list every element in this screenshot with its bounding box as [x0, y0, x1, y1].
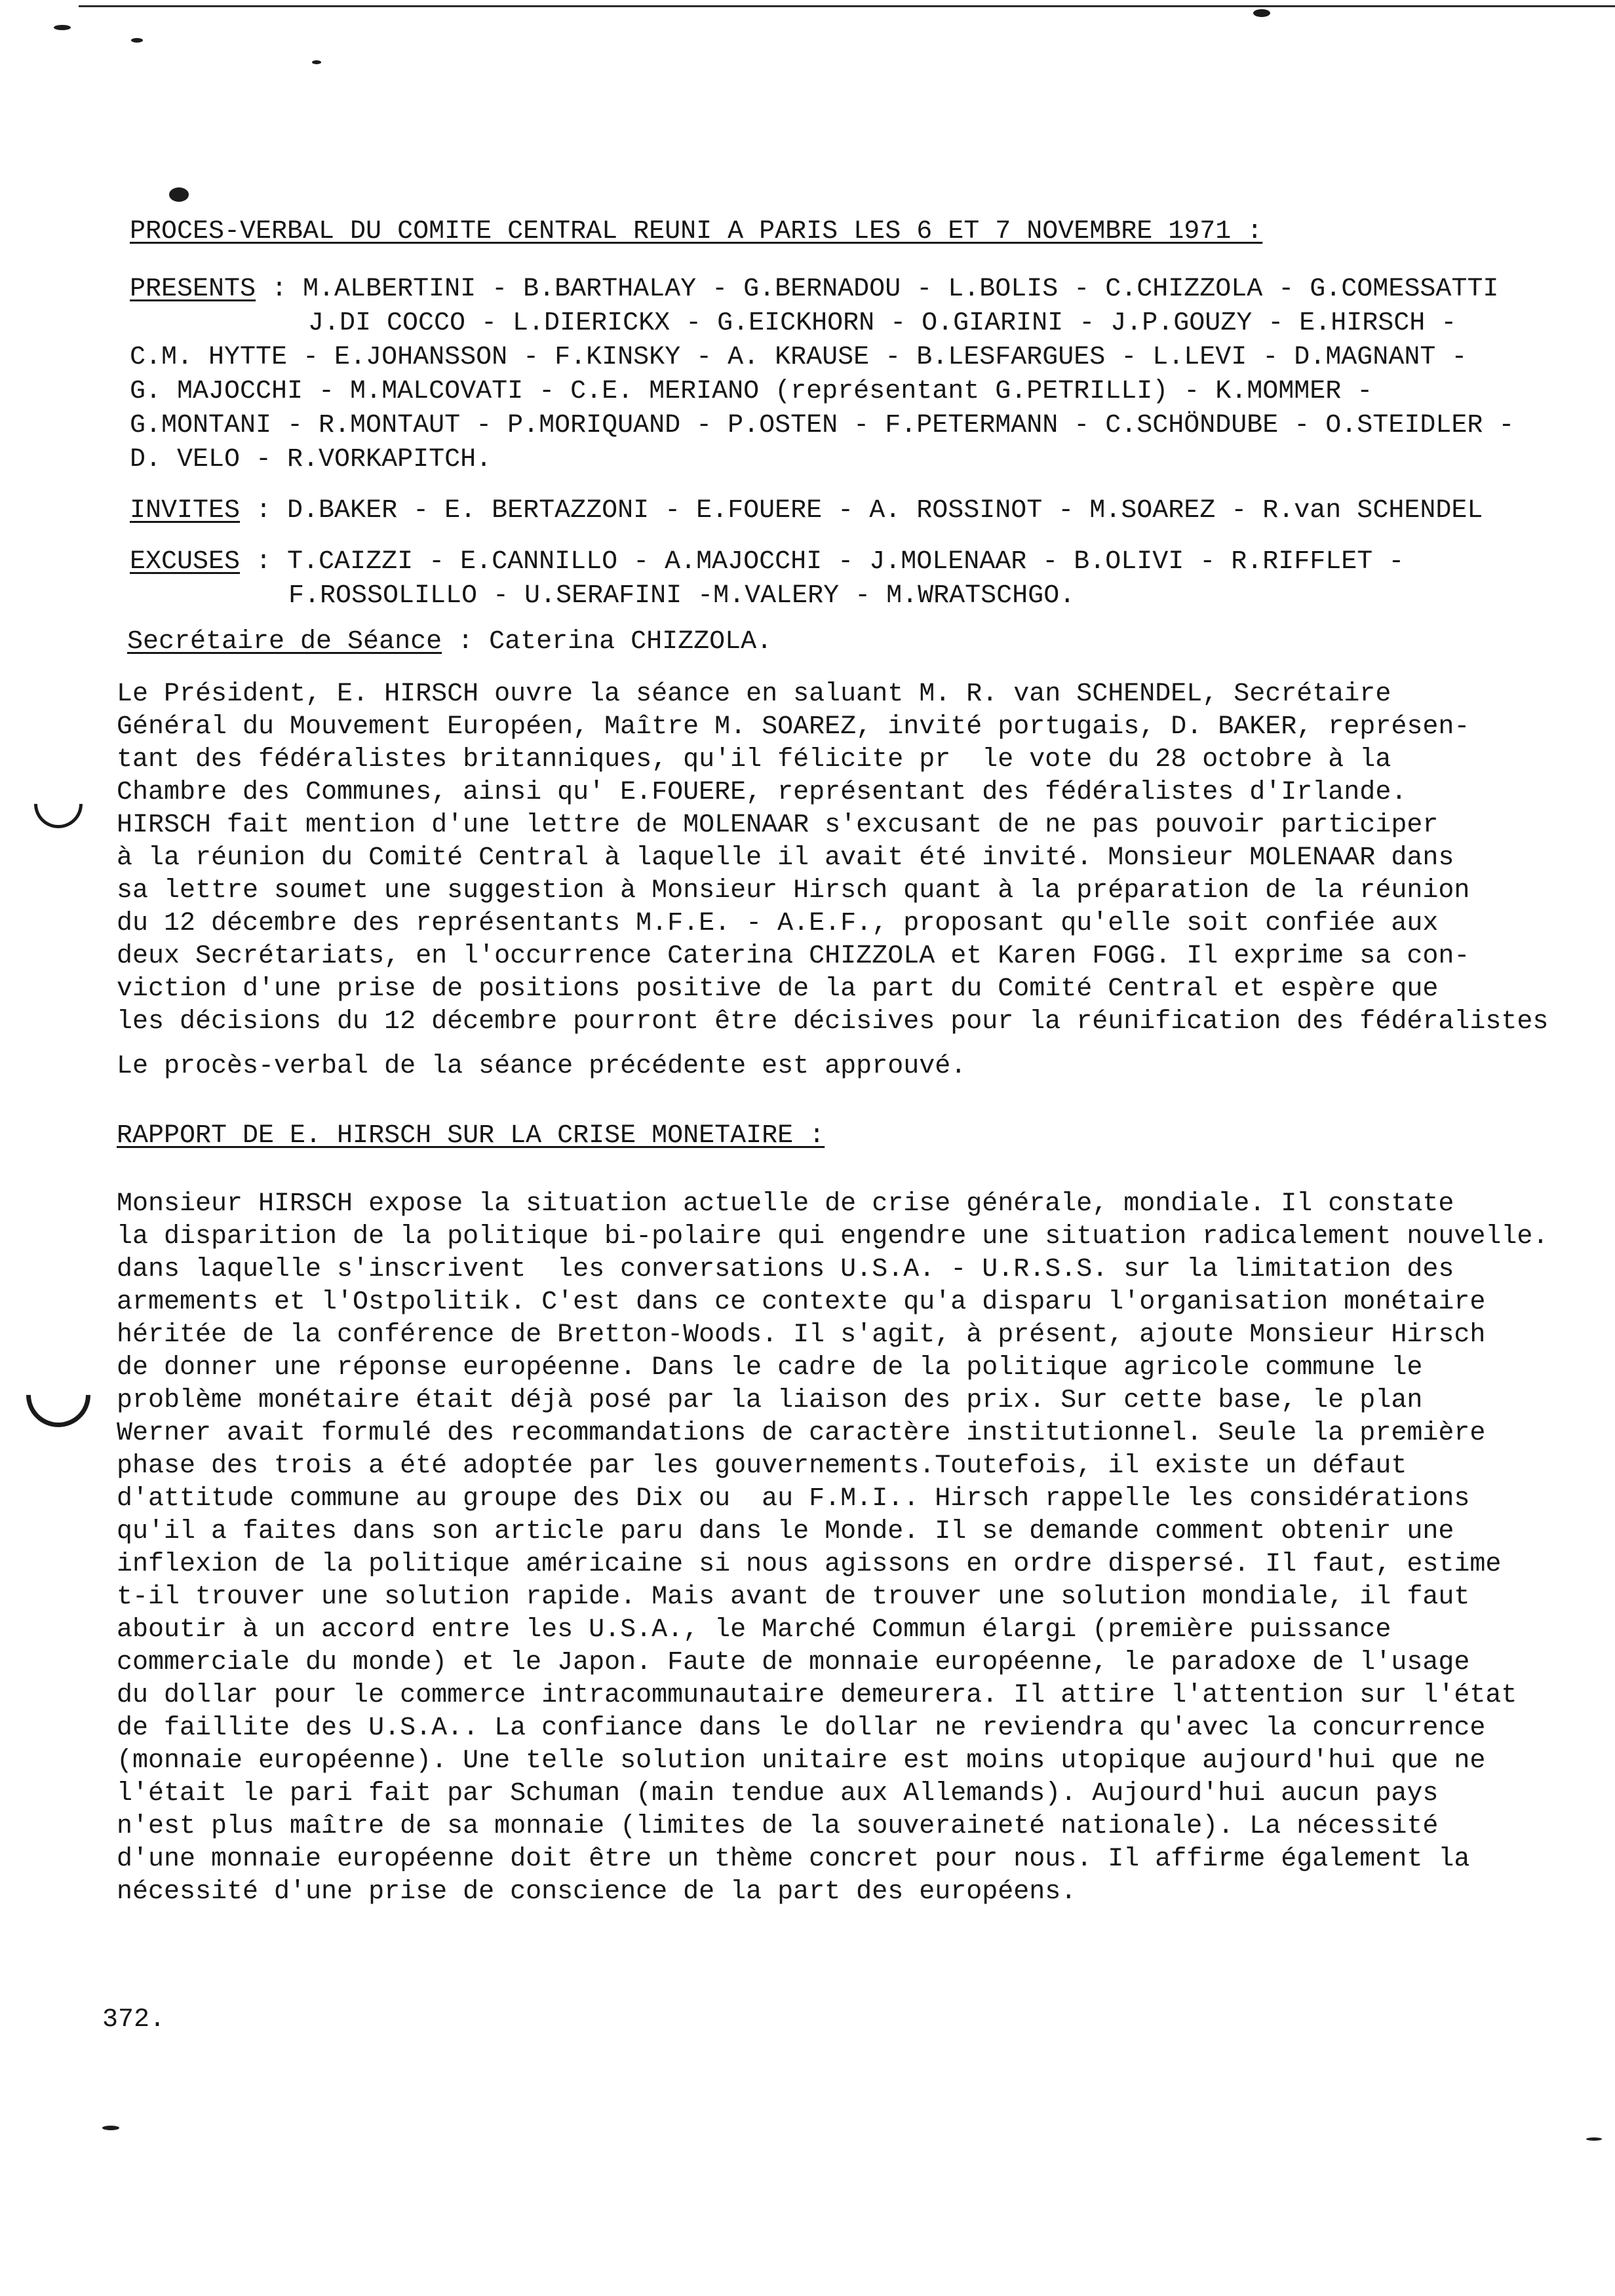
approval-line: Le procès-verbal de la séance précédente est approuvé. — [117, 1052, 967, 1081]
scan-speck — [169, 187, 189, 202]
presents-names: : M.ALBERTINI - B.BARTHALAY - G.BERNADOU - L.BOLIS - C.CHIZZOLA - G.COMESSATTI — [256, 275, 1499, 304]
scan-speck — [1586, 2137, 1602, 2141]
paragraph-line: problème monétaire était déjà posé par la liaison des prix. Sur cette base, le plan — [117, 1386, 1423, 1415]
paragraph-line: viction d'une prise de positions positive de la part du Comité Central et espère que — [117, 974, 1439, 1004]
scan-speck — [54, 25, 71, 30]
margin-bracket-mark — [24, 770, 93, 839]
paragraph-line: tant des fédéralistes britanniques, qu'il félicite pr le vote du 28 octobre à la — [117, 745, 1391, 775]
paragraph-line: deux Secrétariats, en l'occurrence Caterina CHIZZOLA et Karen FOGG. Il exprime sa con- — [117, 942, 1470, 971]
paragraph-line: nécessité d'une prise de conscience de la part des européens. — [117, 1877, 1077, 1907]
paragraph-line: du 12 décembre des représentants M.F.E. - A.E.F., proposant qu'elle soit confiée aux — [117, 909, 1439, 938]
paragraph-line: Werner avait formulé des recommandations de caractère institutionnel. Seule la première — [117, 1419, 1486, 1448]
presents-line: G. MAJOCCHI - M.MALCOVATI - C.E. MERIANO (représentant G.PETRILLI) - K.MOMMER - — [130, 377, 1373, 406]
page-number: 372. — [102, 2005, 166, 2035]
paragraph-line: HIRSCH fait mention d'une lettre de MOLENAAR s'excusant de ne pas pouvoir participer — [117, 811, 1439, 840]
scan-speck — [1253, 9, 1270, 17]
paragraph-line: d'attitude commune au groupe des Dix ou au F.M.I.. Hirsch rappelle les considérations — [117, 1484, 1470, 1514]
paragraph-line: l'était le pari fait par Schuman (main tendue aux Allemands). Aujourd'hui aucun pays — [117, 1779, 1439, 1808]
secretaire-value: : Caterina CHIZZOLA. — [442, 627, 773, 657]
presents-line — [130, 274, 1498, 305]
paragraph-line: t-il trouver une solution rapide. Mais avant de trouver une solution mondiale, il faut — [117, 1582, 1470, 1612]
paragraph-line: dans laquelle s'inscrivent les conversations U.S.A. - U.R.S.S. sur la limitation des — [117, 1255, 1454, 1284]
secretaire-line — [127, 626, 772, 658]
paragraph-line: commerciale du monde) et le Japon. Faute de monnaie européenne, le paradoxe de l'usage — [117, 1648, 1470, 1677]
paragraph-line: (monnaie européenne). Une telle solution unitaire est moins utopique aujourd'hui que ne — [117, 1746, 1486, 1776]
paragraph-line: Chambre des Communes, ainsi qu' E.FOUERE, représentant des fédéralistes d'Irlande. — [117, 778, 1407, 807]
paragraph-line: qu'il a faites dans son article paru dans le Monde. Il se demande comment obtenir une — [117, 1517, 1454, 1546]
paragraph-line: héritée de la conférence de Bretton-Woods. Il s'agit, à présent, ajoute Monsieur Hirsch — [117, 1320, 1486, 1350]
paragraph-line: Monsieur HIRSCH expose la situation actuelle de crise générale, mondiale. Il constate — [117, 1189, 1454, 1219]
paragraph-line: aboutir à un accord entre les U.S.A., le Marché Commun élargi (première puissance — [117, 1615, 1391, 1645]
invites-line — [130, 495, 1483, 527]
excuses-label: EXCUSES — [130, 547, 241, 577]
invites-names: : D.BAKER - E. BERTAZZONI - E.FOUERE - A. ROSSINOT - M.SOAREZ - R.van SCHENDEL — [240, 496, 1483, 526]
paragraph-line: Le Président, E. HIRSCH ouvre la séance en saluant M. R. van SCHENDEL, Secrétaire — [117, 679, 1391, 709]
presents-line: G.MONTANI - R.MONTAUT - P.MORIQUAND - P.OSTEN - F.PETERMANN - C.SCHÖNDUBE - O.STEIDLER - — [130, 411, 1515, 440]
paragraph-line: n'est plus maître de sa monnaie (limites de la souveraineté nationale). La nécessité — [117, 1812, 1439, 1841]
paragraph-line: inflexion de la politique américaine si nous agissons en ordre dispersé. Il faut, estime — [117, 1550, 1502, 1579]
scan-speck — [102, 2126, 119, 2130]
paragraph-line: de donner une réponse européenne. Dans le cadre de la politique agricole commune le — [117, 1353, 1423, 1383]
paragraph-line: les décisions du 12 décembre pourront être décisives pour la réunification des fédéralistes — [117, 1007, 1549, 1037]
presents-line: D. VELO - R.VORKAPITCH. — [130, 445, 492, 474]
rapport-heading: RAPPORT DE E. HIRSCH SUR LA CRISE MONETAIRE : — [117, 1121, 825, 1151]
excuses-line: F.ROSSOLILLO - U.SERAFINI -M.VALERY - M.WRATSCHGO. — [288, 581, 1076, 611]
document-title: PROCES-VERBAL DU COMITE CENTRAL REUNI A PARIS LES 6 ET 7 NOVEMBRE 1971 : — [130, 217, 1263, 246]
excuses-names: : T.CAIZZI - E.CANNILLO - A.MAJOCCHI - J.MOLENAAR - B.OLIVI - R.RIFFLET - — [240, 547, 1405, 577]
top-rule — [79, 5, 1615, 7]
paragraph-line: à la réunion du Comité Central à laquelle il avait été invité. Monsieur MOLENAAR dans — [117, 843, 1454, 873]
paragraph-line: armements et l'Ostpolitik. C'est dans ce contexte qu'a disparu l'organisation monétaire — [117, 1288, 1486, 1317]
presents-line: C.M. HYTTE - E.JOHANSSON - F.KINSKY - A. KRAUSE - B.LESFARGUES - L.LEVI - D.MAGNANT - — [130, 343, 1468, 372]
invites-label: INVITES — [130, 496, 241, 526]
paragraph-line: la disparition de la politique bi-polaire qui engendre une situation radicalement nouvelle. — [117, 1222, 1549, 1252]
paragraph-line: du dollar pour le commerce intracommunautaire demeurera. Il attire l'attention sur l'état — [117, 1681, 1517, 1710]
paragraph-line: de faillite des U.S.A.. La confiance dans le dollar ne reviendra qu'avec la concurrence — [117, 1713, 1486, 1743]
paragraph-line: d'une monnaie européenne doit être un thème concret pour nous. Il affirme également la — [117, 1845, 1470, 1874]
paragraph-line: phase des trois a été adoptée par les gouvernements.Toutefois, il existe un défaut — [117, 1451, 1407, 1481]
scan-speck — [131, 38, 143, 43]
presents-line: J.DI COCCO - L.DIERICKX - G.EICKHORN - O.GIARINI - J.P.GOUZY - E.HIRSCH - — [308, 309, 1457, 338]
margin-bracket-mark — [13, 1350, 104, 1441]
paragraph-line: sa lettre soumet une suggestion à Monsieur Hirsch quant à la préparation de la réunion — [117, 876, 1470, 906]
presents-label: PRESENTS — [130, 275, 256, 304]
excuses-line — [130, 546, 1404, 578]
paragraph-line: Général du Mouvement Européen, Maître M. SOAREZ, invité portugais, D. BAKER, représen- — [117, 712, 1470, 742]
scan-speck — [312, 60, 321, 64]
secretaire-label: Secrétaire de Séance — [127, 627, 442, 657]
